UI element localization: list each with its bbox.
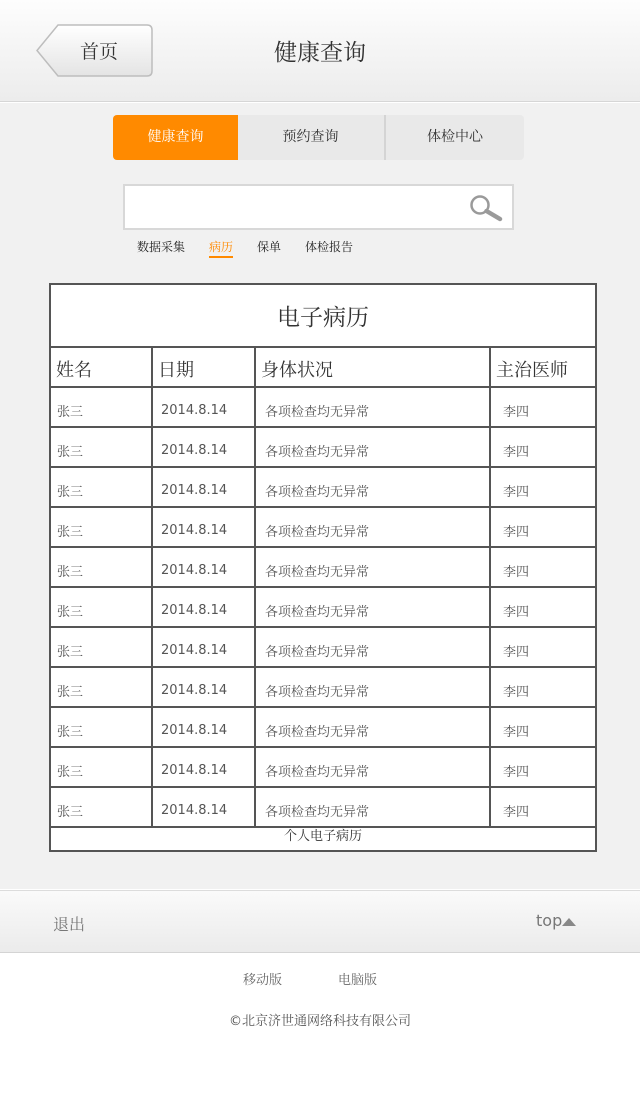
tab-appointment-query[interactable]: 预约查询 <box>282 129 339 145</box>
cell-name: 张三 <box>51 547 152 587</box>
cell-doctor: 李四 <box>490 587 595 627</box>
cell-date: 2014.8.14 <box>152 467 255 507</box>
table-row <box>51 747 595 787</box>
cell-name: 张三 <box>51 707 152 747</box>
cell-condition: 各项检查均无异常 <box>255 627 490 667</box>
cell-name: 张三 <box>51 467 152 507</box>
cell-date: 2014.8.14 <box>152 507 255 547</box>
tab-checkup-center[interactable]: 体检中心 <box>427 129 483 145</box>
cell-doctor: 李四 <box>490 707 595 747</box>
mobile-version-link[interactable]: 移动版 <box>243 973 283 988</box>
cell-date: 2014.8.14 <box>152 667 255 707</box>
header-bar <box>0 0 640 102</box>
table-row <box>51 507 595 547</box>
medical-record-table <box>51 346 595 828</box>
cell-condition: 各项检查均无异常 <box>255 587 490 627</box>
cell-date: 2014.8.14 <box>152 427 255 467</box>
cell-condition: 各项检查均无异常 <box>255 387 490 427</box>
column-header-name: 姓名 <box>51 347 152 387</box>
subnav-medical-record[interactable]: 病历 <box>209 238 233 258</box>
logout-button[interactable]: 退出 <box>53 915 86 934</box>
cell-condition: 各项检查均无异常 <box>255 787 490 827</box>
tab-bar <box>113 115 524 160</box>
table-row <box>51 627 595 667</box>
desktop-version-link[interactable]: 电脑版 <box>338 973 378 988</box>
cell-condition: 各项检查均无异常 <box>255 707 490 747</box>
footer-links <box>0 969 640 989</box>
cell-condition: 各项检查均无异常 <box>255 547 490 587</box>
cell-doctor: 李四 <box>490 547 595 587</box>
subnav-checkup-report[interactable]: 体检报告 <box>305 240 354 254</box>
table-row <box>51 707 595 747</box>
copyright: ©北京济世通网络科技有限公司 <box>228 1014 411 1029</box>
main-content <box>0 103 640 889</box>
search-icon[interactable] <box>469 194 505 222</box>
cell-date: 2014.8.14 <box>152 707 255 747</box>
cell-date: 2014.8.14 <box>152 627 255 667</box>
column-header-condition: 身体状况 <box>255 347 490 387</box>
cell-name: 张三 <box>51 787 152 827</box>
cell-name: 张三 <box>51 387 152 427</box>
record-title: 电子病历 <box>277 305 369 331</box>
cell-name: 张三 <box>51 627 152 667</box>
cell-name: 张三 <box>51 427 152 467</box>
cell-doctor: 李四 <box>490 507 595 547</box>
table-body <box>51 387 595 827</box>
medical-record-panel <box>49 283 597 852</box>
table-row <box>51 387 595 427</box>
tab-health-query[interactable]: 健康查询 <box>113 115 238 160</box>
cell-name: 张三 <box>51 587 152 627</box>
cell-doctor: 李四 <box>490 427 595 467</box>
table-row <box>51 587 595 627</box>
table-row <box>51 467 595 507</box>
column-header-date: 日期 <box>152 347 255 387</box>
bottom-bar <box>0 890 640 953</box>
table-row <box>51 547 595 587</box>
column-header-doctor: 主治医师 <box>490 347 595 387</box>
triangle-up-icon[interactable] <box>562 918 576 926</box>
sub-navigation <box>0 238 640 262</box>
cell-doctor: 李四 <box>490 627 595 667</box>
cell-doctor: 李四 <box>490 467 595 507</box>
cell-condition: 各项检查均无异常 <box>255 507 490 547</box>
search-box <box>123 184 514 230</box>
cell-condition: 各项检查均无异常 <box>255 467 490 507</box>
cell-doctor: 李四 <box>490 747 595 787</box>
cell-condition: 各项检查均无异常 <box>255 427 490 467</box>
cell-doctor: 李四 <box>490 787 595 827</box>
cell-condition: 各项检查均无异常 <box>255 747 490 787</box>
cell-doctor: 李四 <box>490 667 595 707</box>
subnav-data-collection[interactable]: 数据采集 <box>137 240 186 254</box>
cell-doctor: 李四 <box>490 387 595 427</box>
search-input[interactable] <box>131 192 461 222</box>
cell-date: 2014.8.14 <box>152 387 255 427</box>
table-header-row <box>51 347 595 387</box>
back-button-label: 首页 <box>80 41 119 63</box>
table-row <box>51 667 595 707</box>
cell-date: 2014.8.14 <box>152 587 255 627</box>
cell-condition: 各项检查均无异常 <box>255 667 490 707</box>
back-to-top-link[interactable]: top <box>536 911 563 930</box>
cell-name: 张三 <box>51 667 152 707</box>
cell-date: 2014.8.14 <box>152 787 255 827</box>
cell-date: 2014.8.14 <box>152 747 255 787</box>
page-title: 健康查询 <box>274 40 366 66</box>
cell-date: 2014.8.14 <box>152 547 255 587</box>
cell-name: 张三 <box>51 507 152 547</box>
table-row <box>51 427 595 467</box>
subnav-insurance-policy[interactable]: 保单 <box>257 240 282 254</box>
table-row <box>51 787 595 827</box>
cell-name: 张三 <box>51 747 152 787</box>
record-footer: 个人电子病历 <box>283 829 362 844</box>
